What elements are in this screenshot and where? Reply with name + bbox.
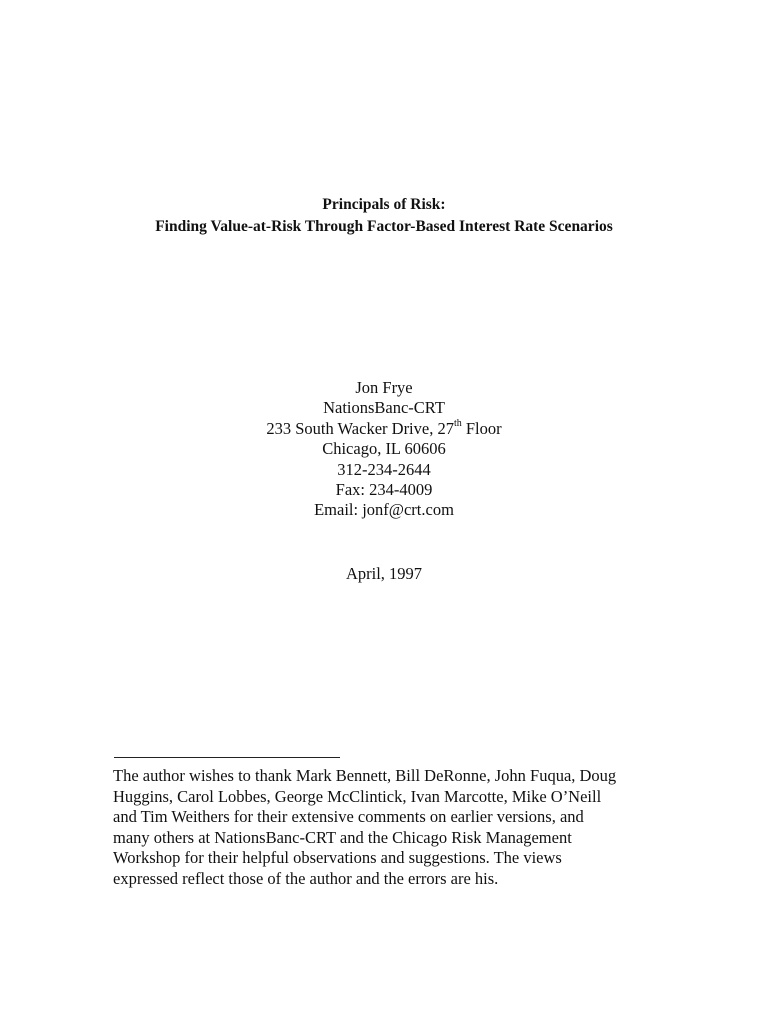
author-organization: NationsBanc-CRT xyxy=(323,398,445,418)
author-name: Jon Frye xyxy=(355,378,413,397)
author-email: Email: jonf@crt.com xyxy=(314,500,454,520)
footnote-line: expressed reflect those of the author and the errors are his. xyxy=(113,868,499,888)
author-info xyxy=(0,378,768,521)
title-line-2: Finding Value-at-Risk Through Factor-Based Interest Rate Scenarios xyxy=(155,218,613,235)
acknowledgement-footnote xyxy=(113,766,653,890)
author-fax: Fax: 234-4009 xyxy=(335,480,433,500)
address-prefix: 233 South Wacker Drive, 27 xyxy=(266,418,454,438)
address-superscript: th xyxy=(453,418,462,430)
title-line-1: Principals of Risk: xyxy=(322,196,446,213)
author-address xyxy=(0,419,768,439)
footnote-line: The author wishes to thank Mark Bennett, Bill DeRonne, John Fuqua, Doug xyxy=(113,766,617,785)
paper-title xyxy=(0,194,768,238)
address-suffix: Floor xyxy=(461,418,502,438)
publication-date: April, 1997 xyxy=(345,564,423,583)
footnote-line: many others at NationsBanc-CRT and the Chicago Risk Management xyxy=(113,827,572,847)
footnote-line: Huggins, Carol Lobbes, George McClintick, Ivan Marcotte, Mike O’Neill xyxy=(113,786,602,806)
author-city: Chicago, IL 60606 xyxy=(322,439,446,459)
author-phone: 312-234-2644 xyxy=(337,459,431,479)
footnote-line: Workshop for their helpful observations and suggestions. The views xyxy=(113,848,562,868)
footnote-divider xyxy=(114,757,340,758)
footnote-line: and Tim Weithers for their extensive comments on earlier versions, and xyxy=(113,807,584,827)
